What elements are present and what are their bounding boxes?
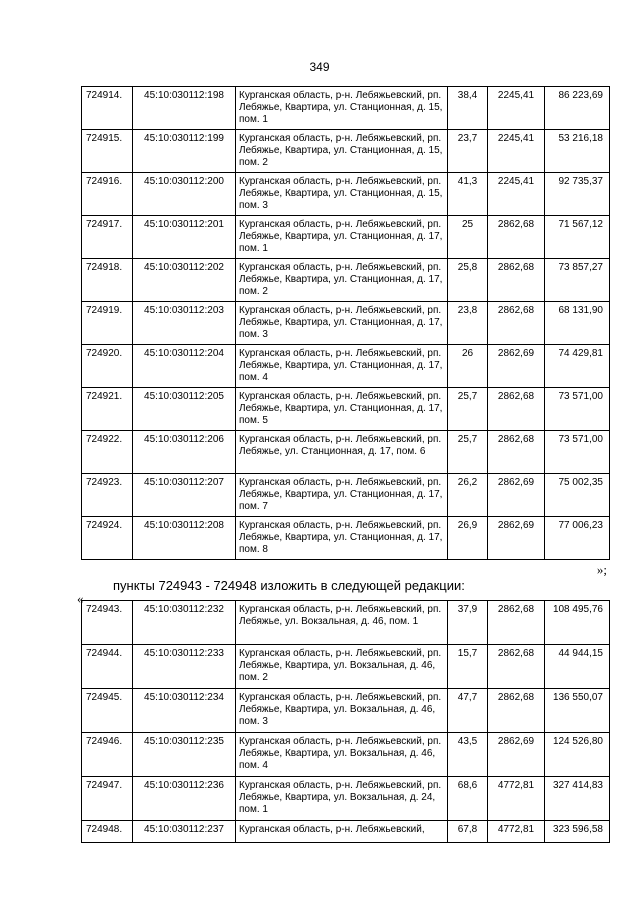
- cadastral-number-cell: 45:10:030112:237: [133, 821, 236, 843]
- row-number-cell: 724923.: [82, 474, 133, 517]
- table-row: [82, 130, 610, 173]
- cadastral-cost-cell: 53 216,18: [545, 130, 610, 173]
- table-row: [82, 431, 610, 474]
- table-row: [82, 689, 610, 733]
- table-row: [82, 302, 610, 345]
- area-cell: 47,7: [448, 689, 488, 733]
- cadastral-cost-cell: 136 550,07: [545, 689, 610, 733]
- address-cell: Курганская область, р-н. Лебяжьевский,: [236, 821, 448, 843]
- area-cell: 37,9: [448, 601, 488, 645]
- property-table-2: [81, 600, 610, 843]
- cadastral-number-cell: 45:10:030112:200: [133, 173, 236, 216]
- area-cell: 68,6: [448, 777, 488, 821]
- area-cell: 25,7: [448, 388, 488, 431]
- address-cell: Курганская область, р-н. Лебяжьевский, рп. Лебяжье, Квартира, ул. Станционная, д. 15, пом. 1: [236, 87, 448, 130]
- cadastral-number-cell: 45:10:030112:207: [133, 474, 236, 517]
- property-table-1-body: [82, 87, 610, 560]
- table-row: [82, 821, 610, 843]
- address-cell: Курганская область, р-н. Лебяжьевский, рп. Лебяжье, Квартира, ул. Станционная, д. 17, пом. 2: [236, 259, 448, 302]
- cadastral-number-cell: 45:10:030112:204: [133, 345, 236, 388]
- cadastral-number-cell: 45:10:030112:236: [133, 777, 236, 821]
- cadastral-cost-cell: 327 414,83: [545, 777, 610, 821]
- row-number-cell: 724914.: [82, 87, 133, 130]
- cadastral-cost-cell: 92 735,37: [545, 173, 610, 216]
- address-cell: Курганская область, р-н. Лебяжьевский, рп. Лебяжье, Квартира, ул. Станционная, д. 17, пом. 4: [236, 345, 448, 388]
- address-cell: Курганская область, р-н. Лебяжьевский, рп. Лебяжье, Квартира, ул. Станционная, д. 15, пом. 3: [236, 173, 448, 216]
- rate-cell: 2862,68: [488, 302, 545, 345]
- cadastral-cost-cell: 73 571,00: [545, 431, 610, 474]
- area-cell: 26,2: [448, 474, 488, 517]
- cadastral-number-cell: 45:10:030112:206: [133, 431, 236, 474]
- address-cell: Курганская область, р-н. Лебяжьевский, рп. Лебяжье, Квартира, ул. Станционная, д. 15, пом. 2: [236, 130, 448, 173]
- rate-cell: 2862,68: [488, 388, 545, 431]
- property-table-1: [81, 86, 610, 560]
- table-row: [82, 388, 610, 431]
- cadastral-cost-cell: 68 131,90: [545, 302, 610, 345]
- table-row: [82, 345, 610, 388]
- rate-cell: 2862,68: [488, 645, 545, 689]
- area-cell: 38,4: [448, 87, 488, 130]
- cadastral-number-cell: 45:10:030112:201: [133, 216, 236, 259]
- rate-cell: 2245,41: [488, 130, 545, 173]
- address-cell: Курганская область, р-н. Лебяжьевский, рп. Лебяжье, Квартира, ул. Станционная, д. 17, пом. 3: [236, 302, 448, 345]
- property-table-2-body: [82, 601, 610, 843]
- cadastral-cost-cell: 71 567,12: [545, 216, 610, 259]
- row-number-cell: 724919.: [82, 302, 133, 345]
- area-cell: 67,8: [448, 821, 488, 843]
- row-number-cell: 724947.: [82, 777, 133, 821]
- rate-cell: 2862,69: [488, 517, 545, 560]
- table-row: [82, 733, 610, 777]
- cadastral-cost-cell: 75 002,35: [545, 474, 610, 517]
- address-cell: Курганская область, р-н. Лебяжьевский, рп. Лебяжье, ул. Станционная, д. 17, пом. 6: [236, 431, 448, 474]
- address-cell: Курганская область, р-н. Лебяжьевский, рп. Лебяжье, Квартира, ул. Станционная, д. 17, пом. 8: [236, 517, 448, 560]
- row-number-cell: 724921.: [82, 388, 133, 431]
- table-row: [82, 87, 610, 130]
- row-number-cell: 724943.: [82, 601, 133, 645]
- rate-cell: 2862,68: [488, 216, 545, 259]
- table-row: [82, 601, 610, 645]
- cadastral-cost-cell: 73 857,27: [545, 259, 610, 302]
- table-row: [82, 259, 610, 302]
- row-number-cell: 724946.: [82, 733, 133, 777]
- cadastral-number-cell: 45:10:030112:234: [133, 689, 236, 733]
- table-row: [82, 474, 610, 517]
- amendment-instruction: пункты 724943 - 724948 изложить в следующей редакции:: [113, 578, 465, 593]
- table-row: [82, 173, 610, 216]
- address-cell: Курганская область, р-н. Лебяжьевский, рп. Лебяжье, Квартира, ул. Станционная, д. 17, пом. 7: [236, 474, 448, 517]
- area-cell: 15,7: [448, 645, 488, 689]
- area-cell: 25,8: [448, 259, 488, 302]
- cadastral-number-cell: 45:10:030112:198: [133, 87, 236, 130]
- rate-cell: 2245,41: [488, 87, 545, 130]
- area-cell: 26: [448, 345, 488, 388]
- address-cell: Курганская область, р-н. Лебяжьевский, рп. Лебяжье, Квартира, ул. Вокзальная, д. 46, пом. 3: [236, 689, 448, 733]
- table-row: [82, 777, 610, 821]
- page-number: 349: [309, 60, 330, 74]
- address-cell: Курганская область, р-н. Лебяжьевский, рп. Лебяжье, ул. Вокзальная, д. 46, пом. 1: [236, 601, 448, 645]
- cadastral-cost-cell: 73 571,00: [545, 388, 610, 431]
- row-number-cell: 724915.: [82, 130, 133, 173]
- table-row: [82, 517, 610, 560]
- table-row: [82, 645, 610, 689]
- address-cell: Курганская область, р-н. Лебяжьевский, рп. Лебяжье, Квартира, ул. Станционная, д. 17, пом. 5: [236, 388, 448, 431]
- area-cell: 26,9: [448, 517, 488, 560]
- rate-cell: 4772,81: [488, 821, 545, 843]
- address-cell: Курганская область, р-н. Лебяжьевский, рп. Лебяжье, Квартира, ул. Станционная, д. 17, пом. 1: [236, 216, 448, 259]
- area-cell: 43,5: [448, 733, 488, 777]
- row-number-cell: 724922.: [82, 431, 133, 474]
- cadastral-cost-cell: 74 429,81: [545, 345, 610, 388]
- row-number-cell: 724920.: [82, 345, 133, 388]
- opening-quote: «: [77, 591, 84, 606]
- rate-cell: 4772,81: [488, 777, 545, 821]
- cadastral-cost-cell: 44 944,15: [545, 645, 610, 689]
- row-number-cell: 724924.: [82, 517, 133, 560]
- rate-cell: 2245,41: [488, 173, 545, 216]
- rate-cell: 2862,68: [488, 689, 545, 733]
- table-row: [82, 216, 610, 259]
- cadastral-number-cell: 45:10:030112:233: [133, 645, 236, 689]
- rate-cell: 2862,68: [488, 431, 545, 474]
- row-number-cell: 724945.: [82, 689, 133, 733]
- area-cell: 25,7: [448, 431, 488, 474]
- address-cell: Курганская область, р-н. Лебяжьевский, рп. Лебяжье, Квартира, ул. Вокзальная, д. 46, пом. 4: [236, 733, 448, 777]
- cadastral-number-cell: 45:10:030112:199: [133, 130, 236, 173]
- cadastral-cost-cell: 86 223,69: [545, 87, 610, 130]
- rate-cell: 2862,68: [488, 601, 545, 645]
- area-cell: 23,7: [448, 130, 488, 173]
- cadastral-cost-cell: 77 006,23: [545, 517, 610, 560]
- cadastral-number-cell: 45:10:030112:235: [133, 733, 236, 777]
- cadastral-number-cell: 45:10:030112:208: [133, 517, 236, 560]
- address-cell: Курганская область, р-н. Лебяжьевский, рп. Лебяжье, Квартира, ул. Вокзальная, д. 24, пом. 1: [236, 777, 448, 821]
- cadastral-cost-cell: 108 495,76: [545, 601, 610, 645]
- cadastral-cost-cell: 124 526,80: [545, 733, 610, 777]
- area-cell: 23,8: [448, 302, 488, 345]
- row-number-cell: 724916.: [82, 173, 133, 216]
- cadastral-number-cell: 45:10:030112:232: [133, 601, 236, 645]
- row-number-cell: 724944.: [82, 645, 133, 689]
- cadastral-cost-cell: 323 596,58: [545, 821, 610, 843]
- rate-cell: 2862,69: [488, 733, 545, 777]
- address-cell: Курганская область, р-н. Лебяжьевский, рп. Лебяжье, Квартира, ул. Вокзальная, д. 46, пом. 2: [236, 645, 448, 689]
- rate-cell: 2862,69: [488, 345, 545, 388]
- row-number-cell: 724917.: [82, 216, 133, 259]
- cadastral-number-cell: 45:10:030112:203: [133, 302, 236, 345]
- cadastral-number-cell: 45:10:030112:202: [133, 259, 236, 302]
- cadastral-number-cell: 45:10:030112:205: [133, 388, 236, 431]
- area-cell: 25: [448, 216, 488, 259]
- closing-quote: »;: [596, 562, 607, 577]
- area-cell: 41,3: [448, 173, 488, 216]
- row-number-cell: 724948.: [82, 821, 133, 843]
- row-number-cell: 724918.: [82, 259, 133, 302]
- rate-cell: 2862,69: [488, 474, 545, 517]
- rate-cell: 2862,68: [488, 259, 545, 302]
